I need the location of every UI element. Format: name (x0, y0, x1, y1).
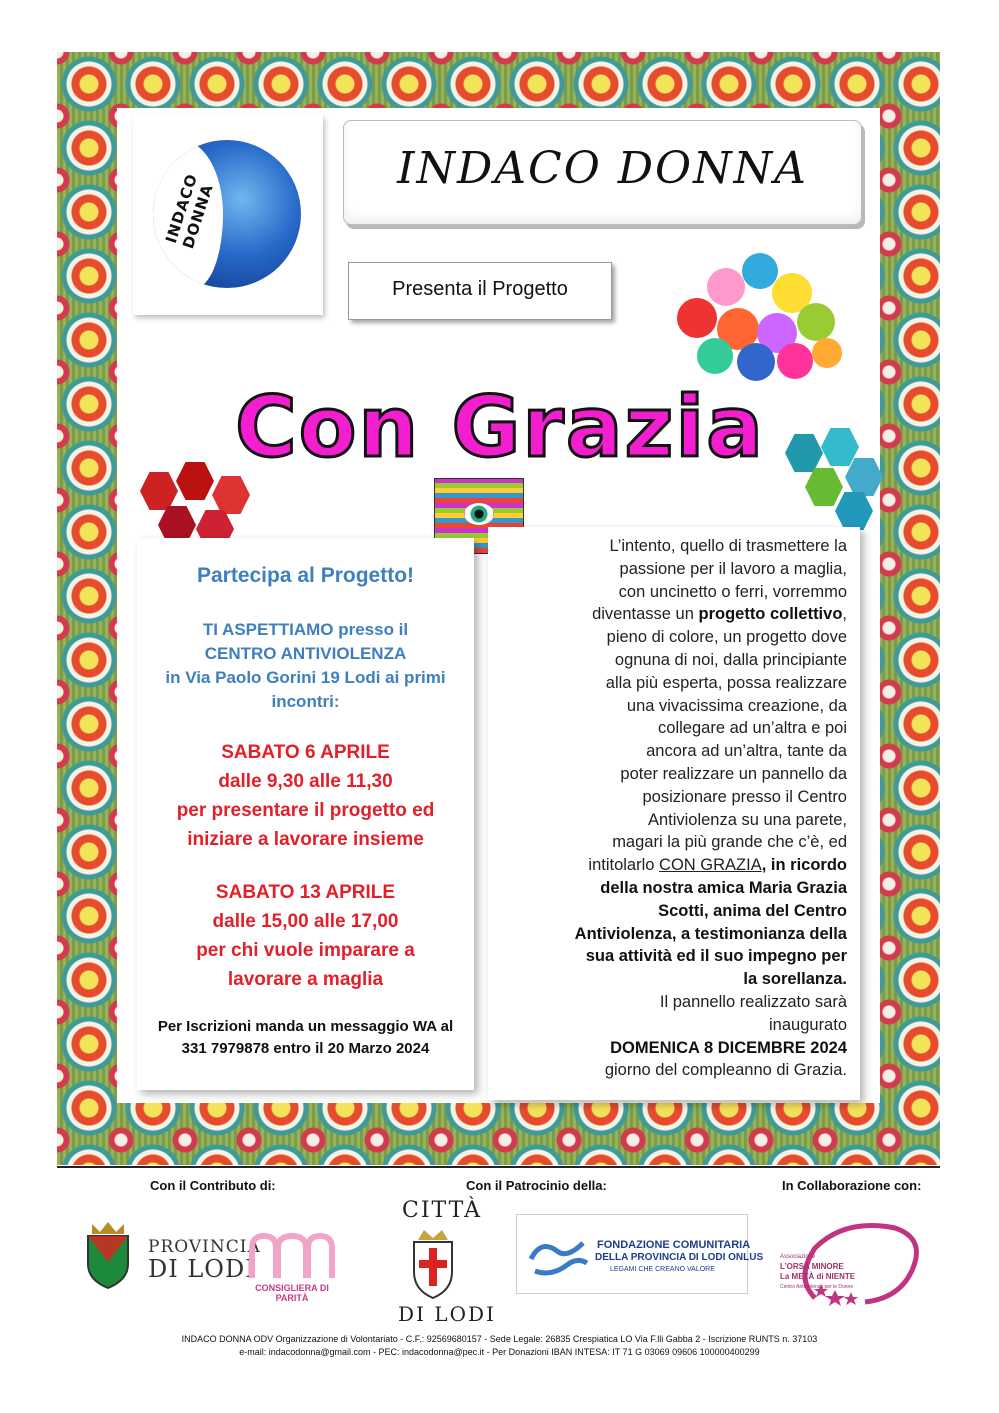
signup-line: Per Iscrizioni manda un messaggio WA al (157, 1018, 454, 1035)
indaco-donna-logo (133, 115, 323, 315)
desc-line (508, 603, 847, 626)
di-lodi-label: DI LODI (398, 1302, 496, 1326)
desc-text: , (842, 605, 847, 624)
orsa-minore-text (780, 1252, 855, 1292)
eye-icon (464, 503, 494, 525)
desc-bold: sua attività ed il suo impegno per (585, 947, 847, 966)
citta-crest-icon (410, 1228, 456, 1300)
desc-text: diventasse un (592, 605, 694, 624)
con-grazia-name: CON GRAZIA (659, 856, 762, 875)
subtitle: Presenta il Progetto (392, 278, 568, 300)
desc-line: Il pannello realizzato sarà (659, 992, 847, 1011)
desc-line (508, 877, 847, 900)
desc-line: collegare ad un’altra e poi (658, 719, 847, 738)
meeting-date: SABATO 6 APRILE (221, 742, 390, 763)
citta-label: CITTÀ (402, 1198, 482, 1223)
fondazione-logo (516, 1214, 764, 1294)
subtitle-box (348, 262, 612, 320)
intro-line: incontri: (271, 692, 340, 711)
meeting-two (137, 878, 474, 994)
provincia-line: PROVINCIA (148, 1237, 261, 1257)
desc-line: magari la più grande che c’è, ed (612, 833, 847, 852)
orsa-line: Associazione (780, 1254, 816, 1260)
desc-line: pieno di colore, un progetto dove (606, 628, 847, 647)
desc-line: una vivacissima creazione, da (626, 696, 847, 715)
orsa-line: La METÀ di NIENTE (780, 1272, 856, 1281)
desc-bold: la sorellanza. (743, 970, 847, 989)
description-panel (488, 527, 860, 1100)
yarn-balls-image (657, 228, 857, 388)
desc-line: ognuna di noi, dalla principiante (614, 650, 847, 669)
consigliera-label: CONSIGLIERA DI PARITÀ (255, 1283, 329, 1303)
separator (57, 1166, 940, 1168)
desc-bold: , in ricordo (761, 856, 847, 875)
meeting-time: dalle 15,00 alle 17,00 (212, 911, 399, 932)
fondazione-line: DELLA PROVINCIA DI LODI ONLUS (595, 1252, 764, 1263)
provincia-di-lodi (148, 1236, 261, 1283)
consigliera-logo (248, 1232, 336, 1280)
meeting-desc: lavorare a maglia (227, 969, 384, 990)
logo-text: INDACO DONNA (161, 171, 217, 251)
desc-line: ancora ad un’altra, tante da (646, 742, 847, 761)
intro-line: TI ASPETTIAMO presso il (202, 620, 409, 639)
orsa-line: Centro Antiviolenza per le Donne (780, 1284, 854, 1290)
desc-line: passione per il lavoro a maglia, (619, 559, 847, 578)
fondazione-line: LEGAMI CHE CREANO VALORE (610, 1266, 715, 1273)
desc-line (508, 945, 847, 968)
desc-line (508, 1037, 847, 1060)
hands-icon (527, 1229, 591, 1279)
collaborazione-label: In Collaborazione con: (782, 1178, 922, 1193)
intro-line: CENTRO ANTIVIOLENZA (204, 644, 407, 663)
participation-panel (137, 538, 474, 1090)
patrocinio-label: Con il Patrocinio della: (466, 1178, 607, 1193)
desc-line: con uncinetto o ferri, vorremmo (618, 582, 847, 601)
desc-line (508, 923, 847, 946)
desc-line (508, 968, 847, 991)
meeting-date: SABATO 13 APRILE (215, 882, 396, 903)
meeting-one (137, 738, 474, 854)
desc-bold: Antiviolenza, a testimonianza della (574, 924, 847, 943)
desc-line: posizionare presso il Centro (642, 787, 847, 806)
collective-project: progetto collettivo (698, 605, 843, 624)
fondazione-line: FONDAZIONE COMUNITARIA (597, 1239, 751, 1251)
desc-line: inaugurato (769, 1015, 847, 1034)
contributo-label: Con il Contributo di: (150, 1178, 276, 1193)
desc-text: intitolarlo (588, 856, 655, 875)
meeting-desc: per presentare il progetto ed (176, 800, 435, 821)
meeting-desc: per chi vuole imparare a (196, 940, 415, 961)
org-title: INDACO DONNA (397, 143, 808, 194)
signup-info (137, 1016, 474, 1060)
footer-contacts: e-mail: indacodonna@gmail.com - PEC: indacodonna@pec.it - Per Donazioni IBAN INTESA: IT 71 G 03069 09606 100000400299 (239, 1347, 760, 1357)
title-box (343, 120, 862, 225)
desc-bold: della nostra amica Maria Grazia (600, 878, 847, 897)
desc-line: poter realizzare un pannello da (620, 764, 847, 783)
provincia-crest-icon (80, 1218, 136, 1290)
desc-line: alla più esperta, possa realizzare (605, 673, 847, 692)
participation-heading: Partecipa al Progetto! (196, 564, 415, 587)
project-title: Con Grazia (235, 378, 765, 476)
desc-line: giorno del compleanno di Grazia. (604, 1061, 847, 1080)
meeting-time: dalle 9,30 alle 11,30 (218, 771, 393, 792)
desc-line: L’intento, quello di trasmettere la (609, 537, 847, 555)
signup-line: 331 7979878 entro il 20 Marzo 2024 (181, 1040, 430, 1057)
desc-bold: Scotti, anima del Centro (658, 901, 847, 920)
inauguration-date: DOMENICA 8 DICEMBRE 2024 (610, 1038, 847, 1057)
project-description (508, 535, 847, 1082)
meeting-location (137, 618, 474, 714)
desc-line (508, 854, 847, 877)
desc-line: Antiviolenza su una parete, (647, 810, 847, 829)
orsa-line: L’ORSA MINORE (780, 1262, 844, 1271)
intro-line: in Via Paolo Gorini 19 Lodi ai primi (165, 668, 446, 687)
meeting-desc: iniziare a lavorare insieme (187, 829, 424, 850)
desc-line (508, 900, 847, 923)
blue-crochet-motif (775, 428, 885, 528)
footer-legal: INDACO DONNA ODV Organizzazione di Volontariato - C.F.: 92569680157 - Sede Legale: 26835 Crespiatica LO Via F.lli Gabba 2 - Iscrizione RUNTS n. 37103 (181, 1334, 818, 1344)
provincia-line: DI LODI (148, 1255, 256, 1283)
